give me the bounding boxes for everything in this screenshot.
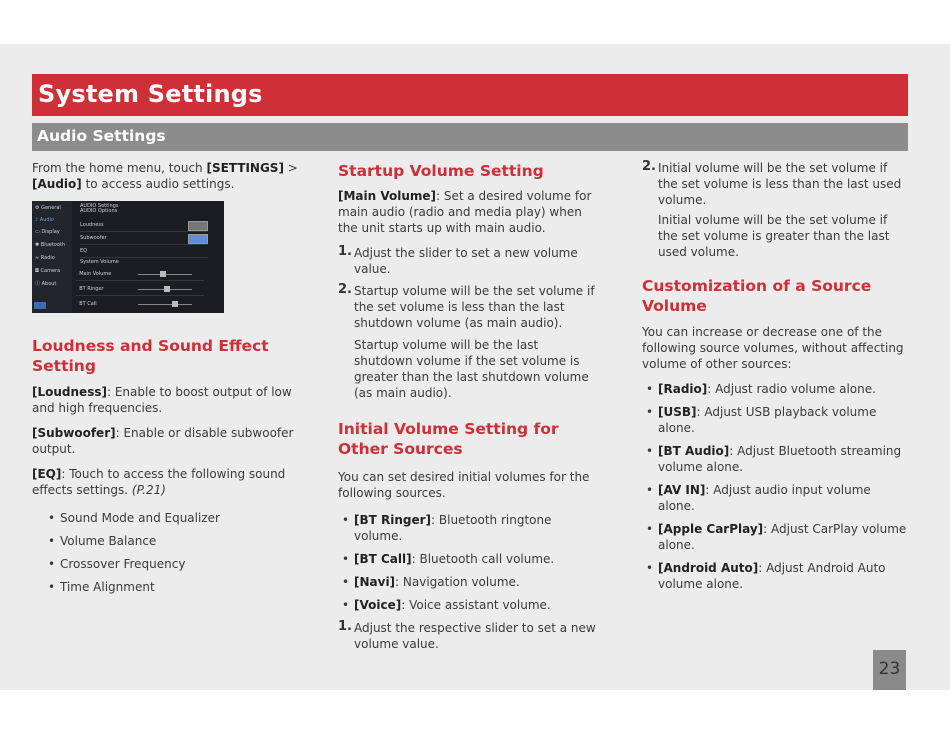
subwoofer-toggle xyxy=(188,234,208,244)
column-1-lower xyxy=(32,336,300,602)
screenshot-header: AUDIO Settings AUDIO Options xyxy=(80,203,119,214)
page-reference: (P.21) xyxy=(131,483,166,497)
list-item: • [AV IN]: Adjust audio input volume alone. xyxy=(646,483,871,513)
column-1 xyxy=(32,160,300,201)
step-2: 2. Startup volume will be the set volume if the set volume is less than the last shutdown volume (as main audio). Startup volume will be the last shutdown volume if the set volume is greater than the last shutdown volume (as main audio). xyxy=(338,282,595,400)
intro-text xyxy=(32,160,300,192)
list-item: • [Apple CarPlay]: Adjust CarPlay volume alone. xyxy=(646,522,907,552)
section-banner xyxy=(32,123,908,151)
bt-ringer-slider xyxy=(138,289,192,290)
loudness-toggle xyxy=(188,221,208,231)
bt-call-slider xyxy=(138,304,192,305)
slider-knob xyxy=(164,286,170,292)
audio-settings-screenshot xyxy=(32,201,224,313)
side-item: ◘ Camera xyxy=(35,268,61,274)
startup-volume-heading: Startup Volume Setting xyxy=(338,162,544,180)
screenshot-sidebar xyxy=(32,201,72,313)
initial-volume-heading: Initial Volume Setting for Other Sources xyxy=(338,420,559,458)
customization-para: You can increase or decrease one of the following source volumes, without affecting volume of other sources: xyxy=(642,325,904,371)
side-item: ≈ Radio xyxy=(35,255,55,261)
list-item: • Sound Mode and Equalizer xyxy=(48,511,220,525)
list-item: • [Navi]: Navigation volume. xyxy=(342,575,520,589)
screenshot-row: EQ xyxy=(80,245,208,258)
eq-para: [EQ]: Touch to access the following sound effects settings. (P.21) xyxy=(32,467,286,497)
page-number: 23 xyxy=(873,650,906,690)
list-item: • Time Alignment xyxy=(48,580,155,594)
side-item: ▭ Display xyxy=(35,229,60,235)
column-2 xyxy=(338,161,596,656)
intro-audio: [Audio] xyxy=(32,177,82,191)
slider-knob xyxy=(160,271,166,277)
side-item-active: ♪ Audio xyxy=(35,217,54,223)
intro-post: to access audio settings. xyxy=(81,177,235,191)
screenshot-main xyxy=(76,201,224,313)
screenshot-row: Loudness xyxy=(80,219,208,232)
slider-knob xyxy=(172,301,178,307)
page-title: System Settings xyxy=(38,80,263,108)
screenshot-row: System Volume xyxy=(80,259,119,265)
screenshot-home-button xyxy=(34,302,46,309)
loudness-para: [Loudness]: Enable to boost output of low and high frequencies. xyxy=(32,385,292,415)
intro-settings: [SETTINGS] xyxy=(206,161,284,175)
effects-list xyxy=(32,510,300,595)
side-item: ⚙ General xyxy=(35,205,61,211)
column-3 xyxy=(642,160,910,599)
intro-mid: > xyxy=(283,161,298,175)
initial-volume-para: You can set desired initial volumes for the following sources. xyxy=(338,470,590,500)
screenshot-row: Main Volume xyxy=(76,268,204,281)
step-1-sources: 1. Adjust the respective slider to set a new volume value. xyxy=(338,619,596,651)
step-1: 1. Adjust the slider to set a new volume value. xyxy=(338,244,578,276)
list-item: • [BT Call]: Bluetooth call volume. xyxy=(342,552,555,566)
main-volume-slider xyxy=(138,274,192,275)
intro-pre: From the home menu, touch xyxy=(32,161,207,175)
list-item: • [Android Auto]: Adjust Android Auto volume alone. xyxy=(646,561,886,591)
title-banner xyxy=(32,74,908,116)
customization-heading: Customization of a Source Volume xyxy=(642,277,872,315)
side-item: ✱ Bluetooth xyxy=(35,242,66,248)
screenshot-row: Subwoofer xyxy=(80,232,208,245)
list-item: • Crossover Frequency xyxy=(48,557,186,571)
screenshot-row: BT Ringer xyxy=(76,283,204,296)
section-title: Audio Settings xyxy=(37,127,166,145)
step-2-initial: 2. Initial volume will be the set volume if the set volume is less than the last used volume. Initial volume will be the set volume if the set volume is greater than the last used volume. xyxy=(642,159,902,259)
main-volume-para: [Main Volume]: Set a desired volume for main audio (radio and media play) when the unit starts up with main audio. xyxy=(338,189,592,235)
list-item: • [USB]: Adjust USB playback volume alone. xyxy=(646,405,877,435)
list-item: • Volume Balance xyxy=(48,534,157,548)
list-item: • [BT Ringer]: Bluetooth ringtone volume. xyxy=(342,513,552,543)
side-item: ⓘ About xyxy=(35,281,57,287)
loudness-heading: Loudness and Sound Effect Setting xyxy=(32,337,269,375)
screenshot-row: BT Call xyxy=(76,298,204,310)
list-item: • [Voice]: Voice assistant volume. xyxy=(342,598,551,612)
subwoofer-para: [Subwoofer]: Enable or disable subwoofer output. xyxy=(32,426,294,456)
list-item: • [Radio]: Adjust radio volume alone. xyxy=(646,382,876,396)
list-item: • [BT Audio]: Adjust Bluetooth streaming volume alone. xyxy=(646,444,902,474)
